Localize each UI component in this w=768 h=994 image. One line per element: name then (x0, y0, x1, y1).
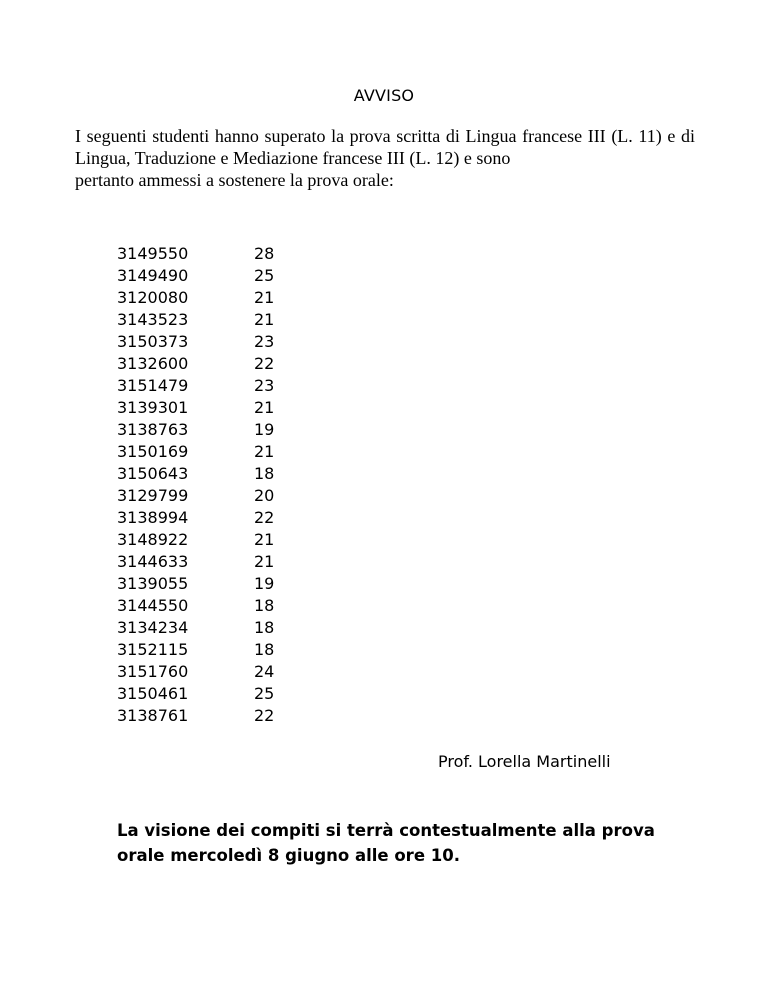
student-id: 3143523 (117, 310, 189, 329)
result-row (117, 507, 294, 529)
notice-line: La visione dei compiti si terrà contestualmente alla prova (117, 821, 655, 840)
result-row (117, 375, 294, 397)
student-id: 3139301 (117, 398, 189, 417)
result-row (117, 683, 294, 705)
student-grade: 22 (254, 354, 275, 373)
student-grade: 21 (254, 310, 275, 329)
result-row (117, 617, 294, 639)
student-id: 3138761 (117, 706, 189, 725)
intro-line: (L. 11) e di Lingua, Traduzione e Mediazione francese III (L. 12) e sono (75, 126, 695, 168)
student-id: 3138994 (117, 508, 189, 527)
student-grade: 19 (254, 420, 275, 439)
student-grade: 21 (254, 398, 275, 417)
student-id: 3132600 (117, 354, 189, 373)
result-row (117, 705, 294, 727)
student-id: 3138763 (117, 420, 189, 439)
result-row (117, 419, 294, 441)
student-grade: 25 (254, 266, 275, 285)
result-row (117, 441, 294, 463)
student-id: 3151479 (117, 376, 189, 395)
result-row (117, 243, 294, 265)
result-row (117, 595, 294, 617)
student-grade: 23 (254, 332, 275, 351)
student-id: 3134234 (117, 618, 189, 637)
student-id: 3152115 (117, 640, 189, 659)
intro-paragraph (75, 125, 695, 191)
student-id: 3129799 (117, 486, 189, 505)
results-list (117, 243, 294, 727)
result-row (117, 331, 294, 353)
student-id: 3149490 (117, 266, 189, 285)
student-grade: 20 (254, 486, 275, 505)
student-grade: 18 (254, 618, 275, 637)
intro-line: I seguenti studenti hanno superato la prova scritta di Lingua francese III (75, 126, 606, 146)
student-grade: 24 (254, 662, 275, 681)
student-grade: 18 (254, 464, 275, 483)
result-row (117, 463, 294, 485)
notice-line: orale mercoledì 8 giugno alle ore 10. (117, 846, 460, 865)
student-id: 3150643 (117, 464, 189, 483)
student-grade: 22 (254, 706, 275, 725)
result-row (117, 639, 294, 661)
result-row (117, 287, 294, 309)
student-id: 3144633 (117, 552, 189, 571)
result-row (117, 397, 294, 419)
result-row (117, 529, 294, 551)
page-title: AVVISO (353, 86, 415, 105)
student-grade: 21 (254, 530, 275, 549)
result-row (117, 485, 294, 507)
result-row (117, 309, 294, 331)
student-grade: 22 (254, 508, 275, 527)
student-grade: 23 (254, 376, 275, 395)
student-grade: 18 (254, 596, 275, 615)
student-grade: 28 (254, 244, 275, 263)
student-grade: 21 (254, 552, 275, 571)
student-grade: 21 (254, 288, 275, 307)
result-row (117, 265, 294, 287)
student-grade: 25 (254, 684, 275, 703)
student-id: 3139055 (117, 574, 189, 593)
result-row (117, 573, 294, 595)
notice (117, 818, 677, 868)
student-grade: 19 (254, 574, 275, 593)
student-id: 3148922 (117, 530, 189, 549)
result-row (117, 551, 294, 573)
student-grade: 18 (254, 640, 275, 659)
student-id: 3120080 (117, 288, 189, 307)
student-id: 3149550 (117, 244, 189, 263)
student-id: 3150169 (117, 442, 189, 461)
student-id: 3144550 (117, 596, 189, 615)
result-row (117, 353, 294, 375)
student-id: 3150373 (117, 332, 189, 351)
student-id: 3151760 (117, 662, 189, 681)
intro-line: pertanto ammessi a sostenere la prova orale: (75, 170, 394, 190)
student-grade: 21 (254, 442, 275, 461)
student-id: 3150461 (117, 684, 189, 703)
result-row (117, 661, 294, 683)
signature: Prof. Lorella Martinelli (438, 752, 611, 771)
